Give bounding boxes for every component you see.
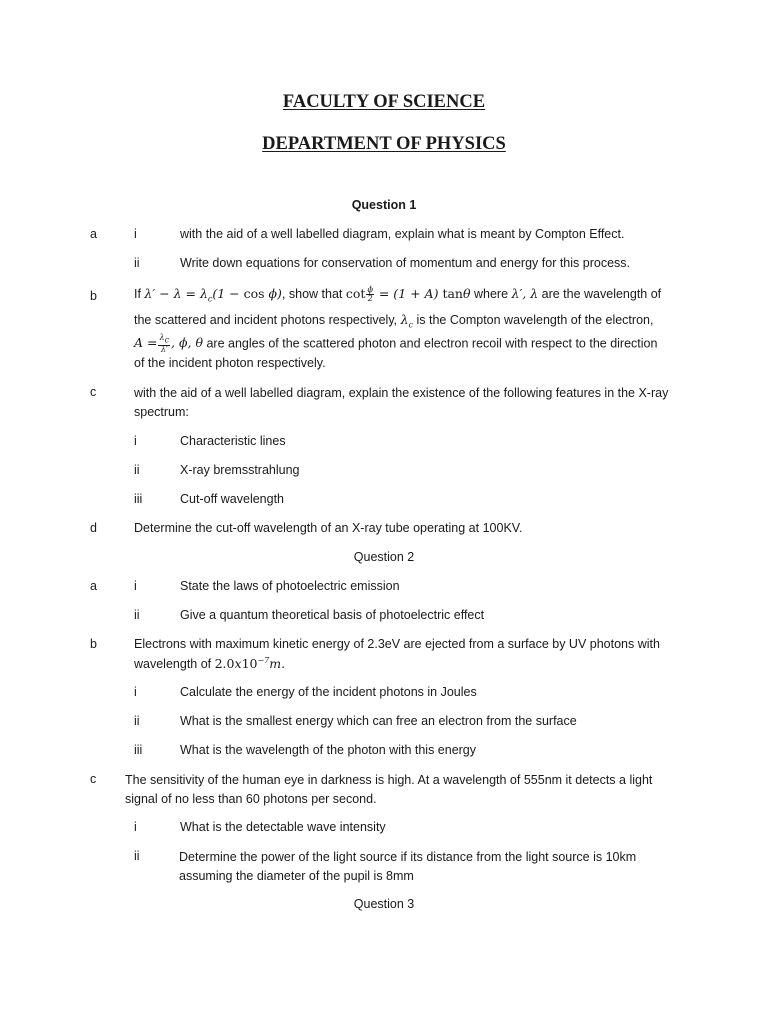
compton-wavelength-symbol: $\lambda_c$ [400, 312, 414, 330]
q1-c-i-label: i [134, 434, 137, 448]
q1-a-ii-label: ii [134, 256, 140, 270]
q1-a-ii-text: Write down equations for conservation of momentum and energy for this process. [180, 256, 630, 270]
q2-c-ii-text: Determine the power of the light source if its distance from the light source is 10km assuming the diameter of the pupil is 8mm [179, 850, 637, 883]
q1-b-line-3 [134, 334, 657, 354]
q1-b-line1-mid: , show that [281, 287, 346, 301]
q1-c-ii-label: ii [134, 463, 140, 477]
q2-b-ii-label: ii [134, 714, 140, 728]
q1-b-line1-end: are the wavelength of [538, 287, 662, 301]
q2-c-i-text: What is the detectable wave intensity [180, 820, 386, 834]
q1-b-line-4: of the incident photon respectively. [134, 356, 326, 370]
q2-c-label: c [90, 772, 97, 786]
q1-a-label: a [90, 227, 97, 241]
uv-wavelength-value: $2.0x10^{-7}m$. [214, 656, 286, 672]
q2-a-ii-text: Give a quantum theoretical basis of photoelectric effect [180, 608, 485, 622]
wavelength-symbols: λ′, λ [511, 286, 539, 301]
q1-b-line-1 [134, 286, 661, 304]
cot-relation-equation: cot $\frac{\phi}{2}$ = (1 + A) tanθ [345, 285, 471, 303]
q1-c-i-text: Characteristic lines [180, 434, 286, 448]
faculty-heading: FACULTY OF SCIENCE [282, 92, 486, 112]
q1-a-i-label: i [134, 227, 137, 241]
q1-b-line2-post: is the Compton wavelength of the electron, [413, 313, 654, 327]
q1-c-iii-label: iii [134, 492, 143, 506]
q2-c-ii-label: ii [134, 849, 140, 863]
q2-b-ii-text: What is the smallest energy which can free an electron from the surface [180, 714, 577, 728]
q2-a-label: a [90, 579, 97, 593]
question-1-title: Question 1 [351, 198, 417, 212]
q1-a-i-text: with the aid of a well labelled diagram, explain what is meant by Compton Effect. [180, 227, 625, 241]
q1-d-text: Determine the cut-off wavelength of an X-ray tube operating at 100KV. [134, 521, 523, 535]
q1-b-line1-pre: If [134, 287, 145, 301]
q2-b-line-2 [134, 656, 285, 671]
q1-b-line-2 [134, 312, 653, 330]
q2-c-i-label: i [134, 820, 137, 834]
a-definition-equation: A = $\frac{\lambda_c}{\lambda'}$ , ϕ, θ [134, 333, 203, 354]
q1-b-line1-post: where [470, 287, 512, 301]
q2-a-i-label: i [134, 579, 137, 593]
q1-b-line3-post: are angles of the scattered photon and electron recoil with respect to the direction [203, 336, 658, 351]
department-heading: DEPARTMENT OF PHYSICS [262, 134, 506, 154]
q2-b-iii-label: iii [134, 743, 143, 757]
question-3-title: Question 3 [353, 897, 415, 911]
q1-c-text: with the aid of a well labelled diagram, explain the existence of the following features in the X-ray spectrum: [134, 386, 669, 419]
q2-a-i-text: State the laws of photoelectric emission [180, 579, 400, 593]
q2-b-i-label: i [134, 685, 137, 699]
q2-b-line-1: Electrons with maximum kinetic energy of 2.3eV are ejected from a surface by UV photons with [134, 637, 660, 651]
q1-b-line2-pre: the scattered and incident photons respectively, [134, 313, 401, 327]
compton-shift-equation: $\lambda' - \lambda = \lambda_c(1 - \cos \phi)$ [144, 286, 282, 304]
q2-c-text: The sensitivity of the human eye in darkness is high. At a wavelength of 555nm it detects a light signal of no less than 60 photons per second. [125, 773, 653, 806]
q2-b-label: b [90, 637, 97, 651]
q1-d-label: d [90, 521, 97, 535]
q2-a-ii-label: ii [134, 608, 140, 622]
q1-c-ii-text: X-ray bremsstrahlung [180, 463, 300, 477]
q2-b-line2-pre: wavelength of [134, 657, 215, 672]
q2-b-i-text: Calculate the energy of the incident photons in Joules [180, 685, 477, 699]
q1-c-label: c [90, 385, 97, 399]
question-2-title: Question 2 [353, 550, 415, 564]
q1-b-label: b [90, 289, 97, 303]
q1-c-iii-text: Cut-off wavelength [180, 492, 284, 506]
q2-b-iii-text: What is the wavelength of the photon with this energy [180, 743, 477, 757]
